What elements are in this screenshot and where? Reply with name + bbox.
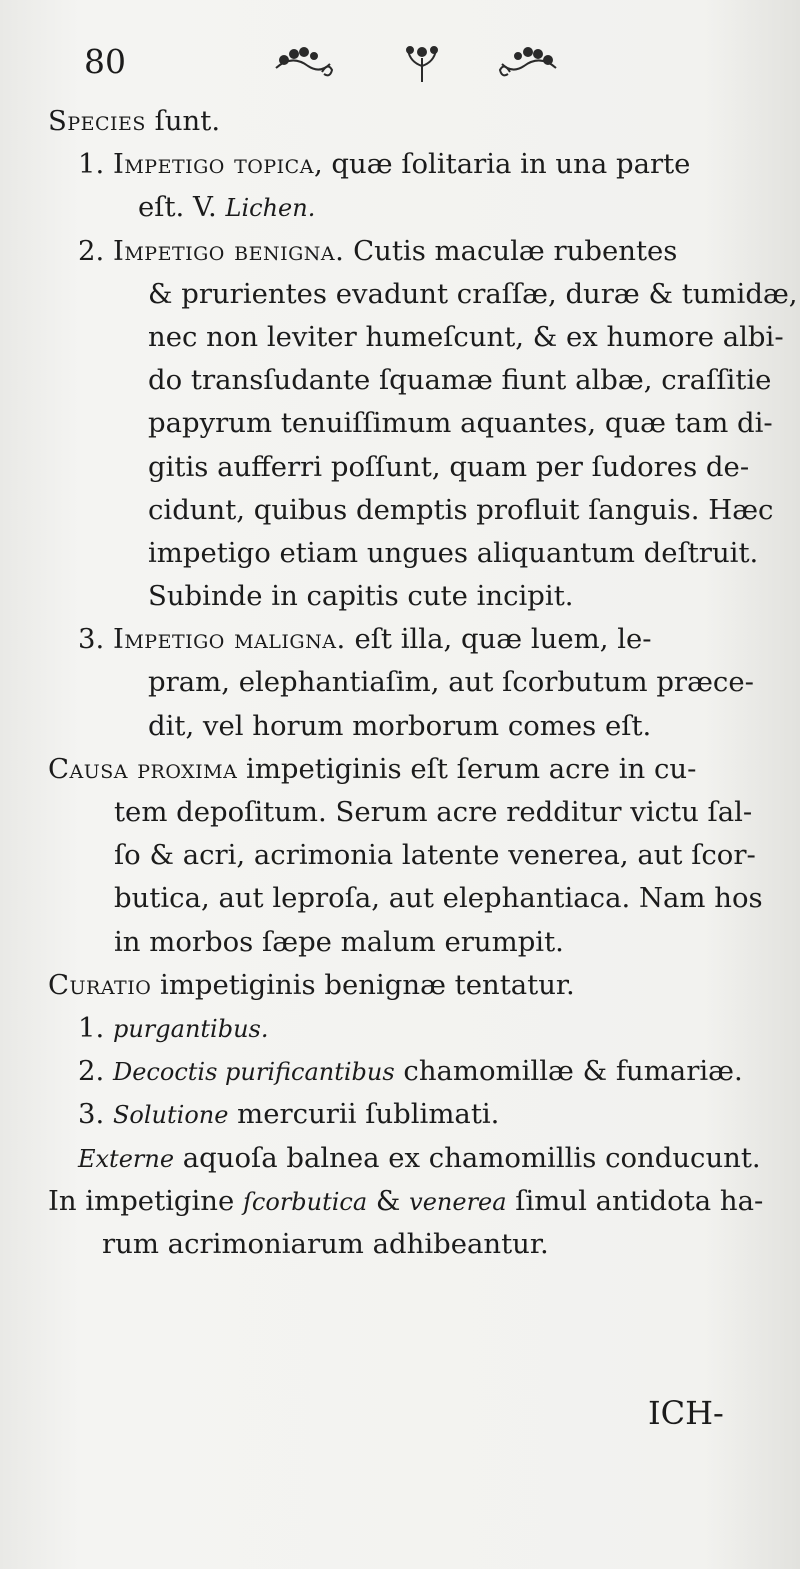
page-number: 80: [84, 42, 126, 81]
text-run: Cutis maculæ rubentes: [344, 234, 678, 267]
text-run: impetiginis eſt ſerum acre in cu-: [237, 752, 697, 785]
text-line: [48, 532, 758, 575]
text-line: [48, 359, 772, 402]
text-line: [48, 964, 758, 1007]
text-line: [48, 1137, 761, 1180]
text-run: rum acrimoniarum adhibeantur.: [102, 1227, 549, 1260]
text-run: dit, vel horum morborum comes eſt.: [148, 709, 652, 742]
text-line: [48, 1223, 758, 1266]
small-caps-term: Species: [48, 105, 146, 137]
text-run: impetigo etiam ungues aliquantum deſtruit.: [148, 536, 759, 569]
text-run: gitis aufferri poſſunt, quam per ſudores de-: [148, 450, 750, 483]
small-caps-term: Impetigo topica: [112, 148, 314, 181]
text-run: ſo & acri, acrimonia latente venerea, aut ſcor-: [114, 839, 756, 872]
text-run: pram, elephantiaſim, aut ſcorbutum præce-: [148, 666, 754, 699]
italic-term: ſcorbutica: [243, 1187, 368, 1216]
text-line: [48, 618, 758, 661]
text-run: 3.: [78, 1098, 113, 1131]
text-line: [48, 575, 758, 618]
text-run: 2.: [78, 1055, 113, 1088]
text-line: [48, 273, 798, 316]
text-line: [48, 834, 758, 877]
text-run: 1.: [78, 148, 113, 181]
catchword: ICH-: [648, 1394, 724, 1432]
text-line: [48, 1093, 758, 1136]
text-run: ſunt.: [145, 105, 221, 137]
small-caps-term: Impetigo benigna.: [112, 234, 345, 267]
text-run: & prurientes evadunt craſſæ, duræ & tumidæ,: [148, 277, 798, 310]
text-run: in morbos ſæpe malum erumpit.: [114, 925, 564, 958]
text-run: impetiginis benignæ tentatur.: [151, 968, 575, 1001]
text-line: [48, 661, 758, 704]
fleuron-left-icon: [272, 42, 336, 82]
italic-term: Externe: [78, 1144, 175, 1173]
text-line: [48, 705, 758, 748]
text-run: 3.: [78, 623, 113, 656]
italic-term: Decoctis purificantibus: [112, 1058, 395, 1087]
text-run: butica, aut leproſa, aut elephantiaca. Nam hos: [114, 882, 763, 915]
italic-term: Solutione: [112, 1101, 229, 1130]
text-run: aquoſa balnea ex chamomillis conducunt.: [174, 1141, 761, 1174]
italic-term: venerea: [409, 1187, 507, 1216]
text-line: [48, 1007, 758, 1050]
fleuron-right-icon: [496, 42, 560, 82]
text-line: [48, 748, 758, 791]
text-run: chamomillæ & fumariæ.: [394, 1055, 743, 1088]
text-run: , quæ ſolitaria in una parte: [313, 148, 691, 181]
text-line: [48, 877, 763, 920]
text-line: [48, 402, 773, 445]
small-caps-term: Curatio: [48, 968, 152, 1001]
text-run: ſimul antidota ha-: [506, 1184, 764, 1217]
text-run: do transſudante ſquamæ fiunt albæ, craſſitie: [148, 364, 772, 397]
text-line: [48, 230, 758, 273]
text-run: eſt illa, quæ luem, le-: [345, 623, 652, 656]
text-run: &: [367, 1184, 410, 1217]
text-line: [48, 186, 758, 229]
text-run: 1.: [78, 1011, 113, 1044]
text-run: eſt. V.: [138, 191, 226, 224]
text-run: nec non leviter humeſcunt, & ex humore albi-: [148, 320, 784, 353]
text-line: [48, 1050, 758, 1093]
fleuron-center-icon: [402, 42, 442, 86]
text-run: mercurii ſublimati.: [228, 1098, 500, 1131]
text-line: [48, 446, 758, 489]
small-caps-term: Causa proxima: [48, 752, 238, 785]
page-body: [48, 100, 798, 1266]
small-caps-term: Impetigo maligna.: [112, 623, 346, 656]
text-run: papyrum tenuiſſimum aquantes, quæ tam di-: [148, 407, 773, 440]
text-line: [48, 143, 758, 186]
page-header: [84, 36, 724, 96]
text-line: [48, 489, 774, 532]
text-run: cidunt, quibus demptis profluit ſanguis. Hæc: [148, 493, 774, 526]
text-line: [48, 100, 758, 143]
text-line: [48, 791, 758, 834]
text-line: [48, 921, 758, 964]
text-run: tem depoſitum. Serum acre redditur victu ſal-: [114, 796, 753, 828]
italic-term: Lichen.: [225, 194, 316, 223]
text-line: [48, 1180, 764, 1223]
text-run: 2.: [78, 234, 113, 267]
text-run: In impetigine: [48, 1184, 244, 1217]
text-run: Subinde in capitis cute incipit.: [148, 580, 574, 613]
text-line: [48, 316, 784, 359]
italic-term: purgantibus.: [112, 1014, 269, 1043]
